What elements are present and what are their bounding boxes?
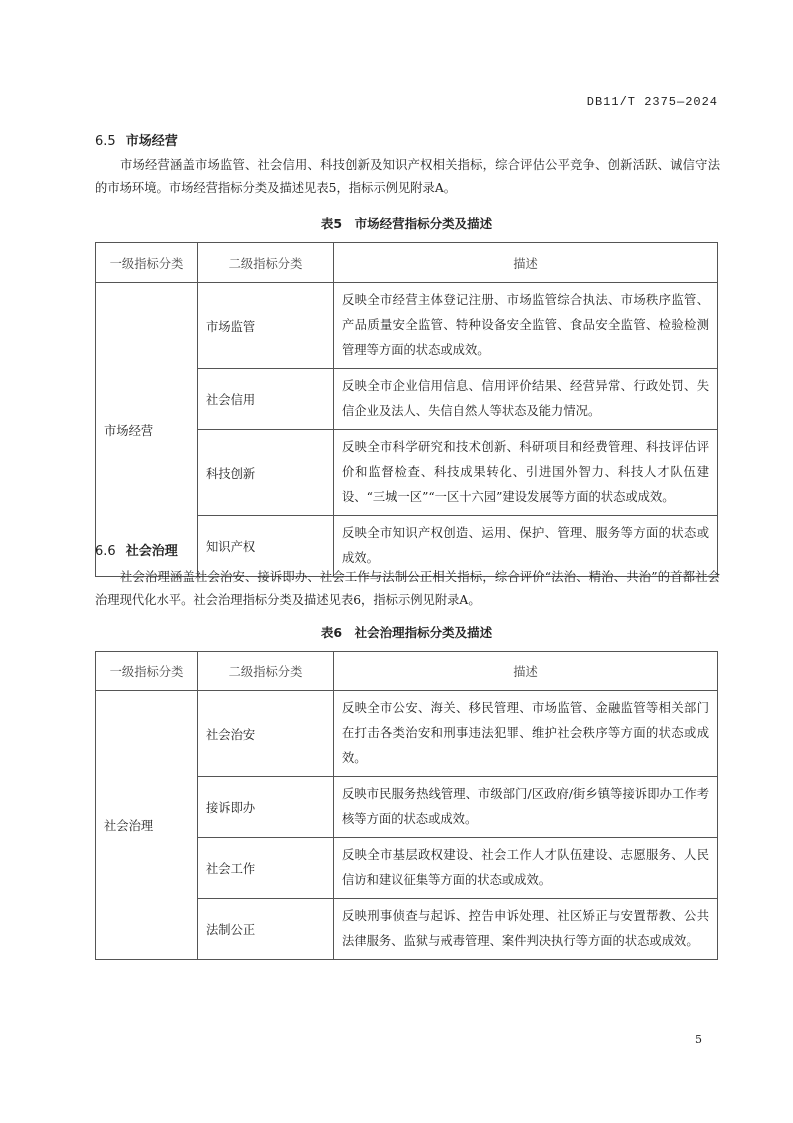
table-5 (95, 242, 718, 577)
section-number: 6.5 (95, 134, 116, 149)
level1-cell: 市场经营 (96, 283, 198, 577)
section-number: 6.6 (95, 544, 116, 559)
table-caption: 表6 社会治理指标分类及描述 (320, 625, 493, 640)
level2-cell: 市场监管 (198, 283, 334, 369)
level2-cell: 知识产权 (198, 516, 334, 577)
page-number: 5 (695, 1033, 702, 1046)
table-header: 描述 (334, 243, 718, 283)
section-heading-6-5 (95, 130, 178, 149)
table-row (96, 691, 718, 777)
desc-cell: 反映全市经营主体登记注册、市场监管综合执法、市场秩序监管、产品质量安全监管、特种设备安全监管、食品安全监管、检验检测管理等方面的状态或成效。 (334, 283, 718, 369)
section-paragraph: 市场经营涵盖市场监管、社会信用、科技创新及知识产权相关指标，综合评估公平竞争、创新活跃、诚信守法的市场环境。市场经营指标分类及描述见表5，指标示例见附录A。 (95, 158, 720, 195)
level2-cell: 科技创新 (198, 430, 334, 516)
desc-cell: 反映全市公安、海关、移民管理、市场监管、金融监管等相关部门在打击各类治安和刑事违法犯罪、维护社会秩序等方面的状态或成效。 (334, 691, 718, 777)
level2-cell: 社会工作 (198, 838, 334, 899)
level2-cell: 法制公正 (198, 899, 334, 960)
level2-cell: 社会治安 (198, 691, 334, 777)
table-header: 一级指标分类 (96, 652, 198, 691)
desc-cell: 反映全市基层政权建设、社会工作人才队伍建设、志愿服务、人民信访和建议征集等方面的状态或成效。 (334, 838, 718, 899)
table-header: 二级指标分类 (198, 243, 334, 283)
level2-cell: 接诉即办 (198, 777, 334, 838)
table-caption: 表5 市场经营指标分类及描述 (320, 216, 493, 231)
table-6 (95, 651, 718, 960)
table-row (96, 283, 718, 369)
level2-cell: 社会信用 (198, 369, 334, 430)
section-title: 市场经营 (125, 134, 178, 149)
section-heading-6-6 (95, 540, 178, 559)
desc-cell: 反映全市企业信用信息、信用评价结果、经营异常、行政处罚、失信企业及法人、失信自然人等状态及能力情况。 (334, 369, 718, 430)
table-header: 一级指标分类 (96, 243, 198, 283)
section-title: 社会治理 (125, 544, 178, 559)
level1-cell: 社会治理 (96, 691, 198, 960)
desc-cell: 反映刑事侦查与起诉、控告申诉处理、社区矫正与安置帮教、公共法律服务、监狱与戒毒管理、案件判决执行等方面的状态或成效。 (334, 899, 718, 960)
table-header: 二级指标分类 (198, 652, 334, 691)
document-id: DB11/T 2375—2024 (586, 95, 718, 109)
desc-cell: 反映全市知识产权创造、运用、保护、管理、服务等方面的状态或成效。 (334, 516, 718, 577)
table-header: 描述 (334, 652, 718, 691)
desc-cell: 反映市民服务热线管理、市级部门/区政府/街乡镇等接诉即办工作考核等方面的状态或成效。 (334, 777, 718, 838)
section-paragraph: 社会治理涵盖社会治安、接诉即办、社会工作与法制公正相关指标，综合评价“法治、精治、共治”的首都社会治理现代化水平。社会治理指标分类及描述见表6，指标示例见附录A。 (95, 570, 720, 607)
desc-cell: 反映全市科学研究和技术创新、科研项目和经费管理、科技评估评价和监督检查、科技成果转化、引进国外智力、科技人才队伍建设、“三城一区”“一区十六园”建设发展等方面的状态或成效。 (334, 430, 718, 516)
